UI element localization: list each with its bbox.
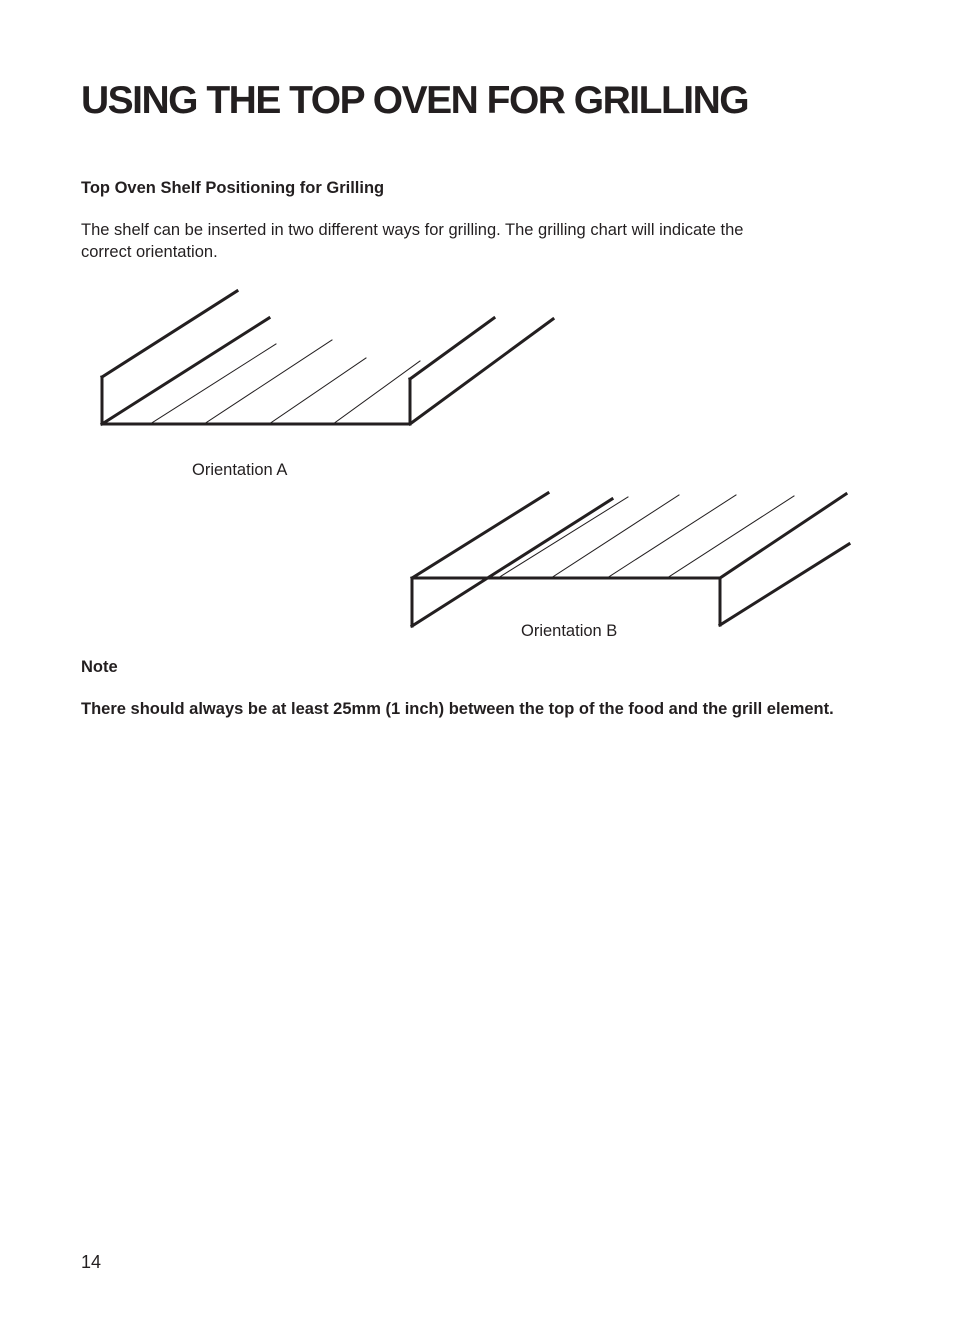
note-text: There should always be at least 25mm (1 inch) between the top of the food and the grill element. xyxy=(81,700,834,718)
shelf-orientation-a xyxy=(102,291,553,424)
intro-paragraph: The shelf can be inserted in two different ways for grilling. The grilling chart will indicate the correct orientation. xyxy=(81,221,744,261)
orientation-a-caption: Orientation A xyxy=(192,461,288,479)
shelf-orientation-b xyxy=(412,493,849,626)
page-title: USING THE TOP OVEN FOR GRILLING xyxy=(81,79,749,122)
orientation-b-caption: Orientation B xyxy=(521,622,618,640)
section-heading: Top Oven Shelf Positioning for Grilling xyxy=(81,179,385,197)
note-heading: Note xyxy=(81,658,118,676)
page-number: 14 xyxy=(81,1252,102,1272)
